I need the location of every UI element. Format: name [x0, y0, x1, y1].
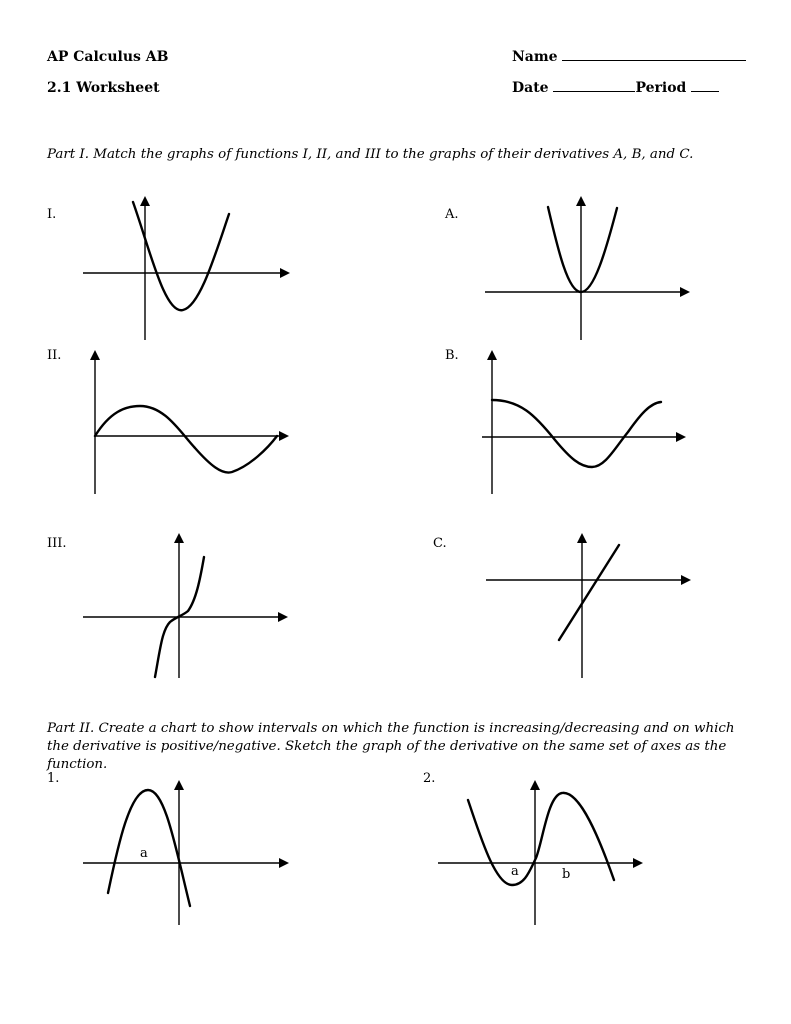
graph-iii-x-arrow: [278, 612, 288, 622]
graph-problem-2: [438, 780, 643, 925]
graph-i-y-arrow: [140, 196, 150, 206]
graph-ii-curve: [95, 406, 277, 473]
function-label-2: II.: [47, 348, 62, 363]
graph-b-x-arrow: [676, 432, 686, 442]
graph-b-curve: [492, 400, 661, 467]
graph-ii-x-arrow: [279, 431, 289, 441]
graph-iii: [83, 533, 288, 678]
graph-b: [482, 350, 686, 494]
problem-2-y-arrow: [530, 780, 540, 790]
graph-a-x-arrow: [680, 287, 690, 297]
graph-a-curve: [548, 207, 617, 292]
problem-1-x-arrow: [279, 858, 289, 868]
graph-c-x-arrow: [681, 575, 691, 585]
graph-i-x-arrow: [280, 268, 290, 278]
period-label: Period: [635, 80, 687, 96]
derivative-label-b: B.: [445, 348, 459, 363]
graph-iii-y-arrow: [174, 533, 184, 543]
graph-c-curve: [559, 545, 619, 640]
part1-instructions: Part I. Match the graphs of functions I, II, and III to the graphs of their derivatives A, B, and C.: [47, 147, 694, 162]
graph-ii: [90, 350, 289, 494]
graph-problem-1: [83, 780, 289, 925]
problem-2-label-a: a: [511, 864, 519, 879]
derivative-label-a: A.: [445, 207, 459, 222]
course-title: AP Calculus AB: [47, 49, 169, 65]
date-label: Date: [512, 80, 549, 96]
problem-1-curve: [108, 790, 190, 906]
problem-1-label-a: a: [140, 846, 148, 861]
name-label: Name: [512, 49, 558, 65]
function-label-3: III.: [47, 536, 67, 551]
graph-a: [485, 196, 690, 340]
graph-b-y-arrow: [487, 350, 497, 360]
problem-1-y-arrow: [174, 780, 184, 790]
graph-ii-y-arrow: [90, 350, 100, 360]
part2-instructions: Part II. Create a chart to show intervals on which the function is increasing/decreasing and on which the derivative is positive/negative. Sketch the graph of the derivative on the same set of axes as the function.: [47, 721, 735, 772]
graph-i-curve: [133, 202, 229, 310]
problem-2-label-b: b: [562, 867, 571, 882]
problem-2-curve: [468, 793, 614, 885]
graph-i: [83, 196, 290, 340]
problem-1-number: 1.: [47, 771, 60, 786]
problem-2-x-arrow: [633, 858, 643, 868]
graph-a-y-arrow: [576, 196, 586, 206]
graph-c-y-arrow: [577, 533, 587, 543]
worksheet-title: 2.1 Worksheet: [47, 80, 160, 96]
problem-2-number: 2.: [423, 771, 436, 786]
derivative-label-c: C.: [433, 536, 447, 551]
function-label-1: I.: [47, 207, 57, 222]
graph-c: [486, 533, 691, 678]
